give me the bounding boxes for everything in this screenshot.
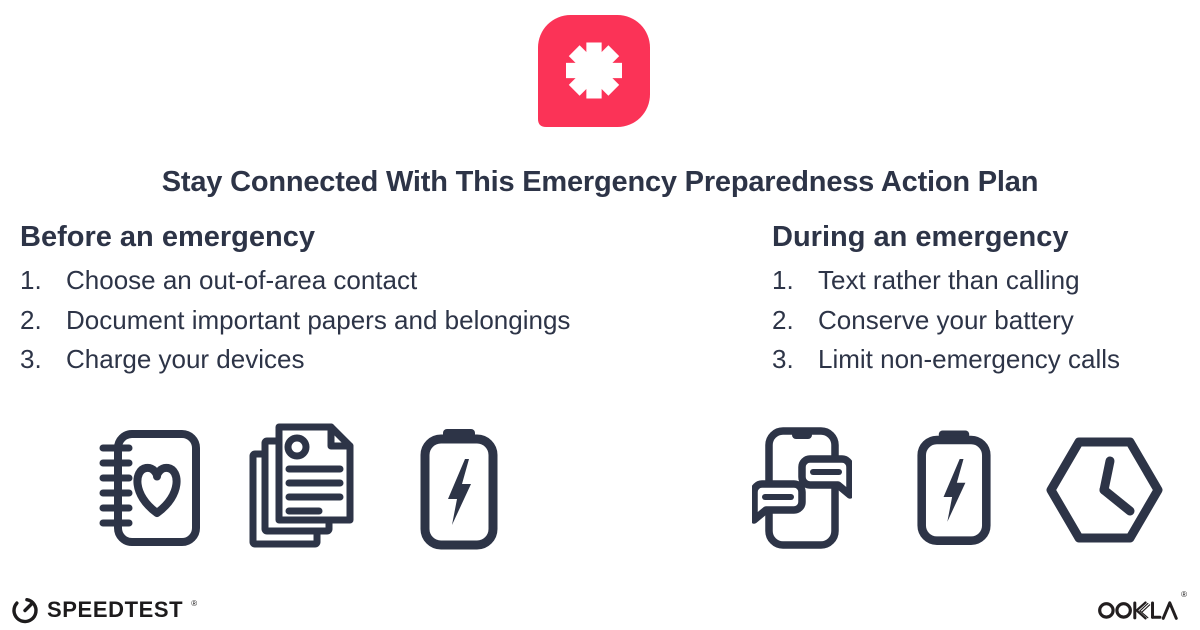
during-list bbox=[772, 261, 1192, 380]
battery-charge-icon bbox=[916, 426, 992, 549]
before-heading: Before an emergency bbox=[20, 221, 315, 253]
battery-charge-icon bbox=[419, 428, 499, 550]
list-text: Text rather than calling bbox=[818, 265, 1080, 295]
list-text: Charge your devices bbox=[66, 344, 305, 374]
list-text: Document important papers and belongings bbox=[66, 304, 571, 335]
gauge-icon bbox=[10, 595, 40, 625]
list-item bbox=[20, 301, 740, 341]
during-emergency-section bbox=[772, 220, 1192, 380]
list-text: Limit non-emergency calls bbox=[818, 344, 1121, 374]
speedtest-wordmark: SPEEDTEST bbox=[47, 597, 184, 622]
phone-messages-icon bbox=[752, 427, 852, 549]
ookla-wordmark bbox=[1098, 597, 1180, 622]
list-item bbox=[772, 340, 1192, 380]
before-list bbox=[20, 261, 740, 380]
clock-hexagon-icon bbox=[1046, 433, 1163, 547]
during-heading: During an emergency bbox=[772, 221, 1069, 253]
ookla-trademark: ® bbox=[1181, 590, 1187, 599]
documents-stack-icon bbox=[248, 423, 354, 550]
speedtest-logo bbox=[10, 595, 196, 625]
page-title: Stay Connected With This Emergency Preparedness Action Plan bbox=[161, 166, 1039, 199]
asterisk-icon bbox=[538, 14, 650, 128]
ookla-logo bbox=[1098, 590, 1187, 622]
contact-notebook-icon bbox=[95, 429, 200, 547]
list-number: 1. bbox=[772, 265, 794, 295]
list-number: 3. bbox=[20, 344, 42, 374]
list-item bbox=[20, 261, 740, 301]
list-number: 2. bbox=[20, 304, 42, 335]
emergency-badge bbox=[538, 14, 650, 128]
list-item bbox=[772, 301, 1192, 341]
speedtest-trademark: ® bbox=[191, 598, 198, 608]
list-item bbox=[20, 340, 740, 380]
list-number: 2. bbox=[772, 304, 794, 335]
list-number: 3. bbox=[772, 344, 794, 374]
list-item bbox=[772, 261, 1192, 301]
list-text: Choose an out-of-area contact bbox=[66, 265, 418, 295]
list-number: 1. bbox=[20, 265, 42, 295]
before-emergency-section bbox=[20, 220, 740, 380]
list-text: Conserve your battery bbox=[818, 304, 1074, 335]
